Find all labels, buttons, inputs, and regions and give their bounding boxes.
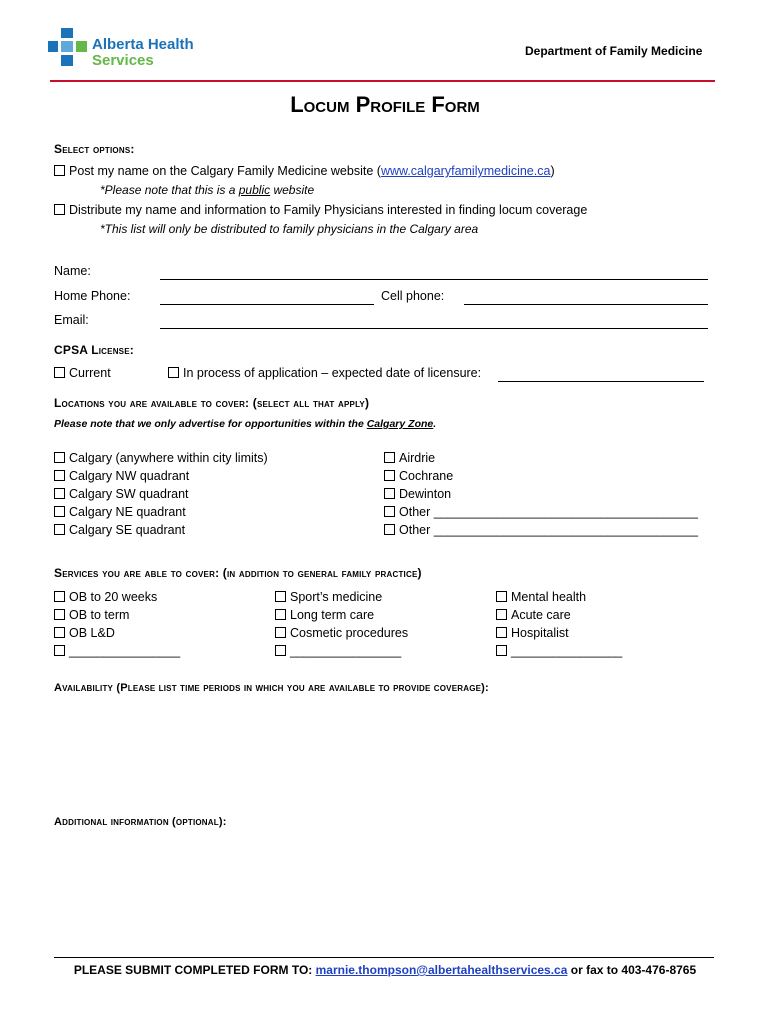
service-item [54,624,180,642]
website-link[interactable]: www.calgaryfamilymedicine.ca [380,164,551,178]
service-checkbox[interactable] [496,609,507,620]
service-other-field[interactable]: ________________ [511,644,623,658]
location-label: Calgary SW quadrant [69,487,189,501]
ahs-logo [48,28,194,70]
location-checkbox[interactable] [384,470,395,481]
location-label: Dewinton [399,487,452,501]
locations-note-suffix: . [433,418,437,430]
service-checkbox[interactable] [54,591,65,602]
location-label: Calgary NE quadrant [69,505,186,519]
additional-field[interactable] [54,835,714,950]
department-label: Department of Family Medicine [525,44,703,58]
service-label: OB to 20 weeks [69,590,158,604]
location-item [54,521,268,539]
location-item [54,449,268,467]
location-label: Airdrie [399,451,436,465]
cpsa-in-process-checkbox[interactable] [168,367,179,378]
page-title: Locum Profile Form [290,92,480,117]
name-label: Name: [54,264,91,278]
location-checkbox[interactable] [384,488,395,499]
services-heading: Services you are able to cover: (in addition to general family practice) [54,566,422,580]
service-other-field[interactable]: ________________ [290,644,402,658]
home-phone-field[interactable] [160,304,374,305]
location-item [384,485,698,503]
location-item [384,467,698,485]
footer-prefix: PLEASE SUBMIT COMPLETED FORM TO: [73,963,316,977]
location-label: Calgary NW quadrant [69,469,190,483]
service-label: Acute care [511,608,571,622]
footer-rule [54,957,714,958]
licensure-date-field[interactable] [498,381,704,382]
service-checkbox[interactable] [275,609,286,620]
option1-prefix: Post my name on the Calgary Family Medicine website ( [69,164,381,178]
service-item [496,588,622,606]
location-item [54,467,268,485]
location-checkbox[interactable] [54,506,65,517]
service-label: Mental health [511,590,587,604]
note1-public: public [238,183,271,197]
service-item [275,642,408,660]
header-rule [50,80,715,82]
services-col1 [54,588,180,660]
option-distribute [54,203,587,217]
location-item [54,503,268,521]
service-checkbox[interactable] [54,645,65,656]
service-checkbox[interactable] [275,627,286,638]
cpsa-current [54,366,111,380]
service-checkbox[interactable] [496,591,507,602]
location-item [384,521,698,539]
locations-left-list [54,449,268,539]
footer-text [0,963,770,977]
services-col2 [275,588,408,660]
service-item [54,642,180,660]
services-col3 [496,588,622,660]
name-field[interactable] [160,279,708,280]
cell-phone-field[interactable] [464,304,708,305]
service-item [54,588,180,606]
footer-suffix: or fax to 403-476-8765 [567,963,697,977]
service-checkbox[interactable] [496,627,507,638]
option-post-name [54,164,555,178]
service-item [496,624,622,642]
cpsa-current-checkbox[interactable] [54,367,65,378]
cell-phone-label: Cell phone: [381,289,445,303]
service-checkbox[interactable] [54,627,65,638]
cpsa-heading: CPSA License: [54,343,134,357]
service-item [275,624,408,642]
locations-note [54,418,436,430]
service-item [275,588,408,606]
availability-field[interactable] [54,700,714,805]
location-checkbox[interactable] [54,488,65,499]
option1-suffix: ) [550,164,555,178]
location-other-field[interactable]: Other ______________________________________ [399,505,698,519]
location-checkbox[interactable] [384,524,395,535]
email-field[interactable] [160,328,708,329]
note-public [100,183,314,197]
location-label: Calgary (anywhere within city limits) [69,451,268,465]
locations-heading: Locations you are available to cover: (select all that apply) [54,396,370,410]
note-list: *This list will only be distributed to family physicians in the Calgary area [100,222,479,236]
service-other-field[interactable]: ________________ [69,644,181,658]
location-checkbox[interactable] [54,470,65,481]
service-label: Sport’s medicine [290,590,383,604]
location-checkbox[interactable] [384,506,395,517]
note1-prefix: *Please note that this is a [100,183,239,197]
service-item [54,606,180,624]
logo-text-2: Services [92,52,154,69]
location-checkbox[interactable] [54,524,65,535]
locations-note-prefix: Please note that we only advertise for opportunities within the [54,418,367,430]
location-label: Calgary SE quadrant [69,523,186,537]
location-other-field[interactable]: Other ______________________________________ [399,523,698,537]
home-phone-label: Home Phone: [54,289,131,303]
service-label: Long term care [290,608,375,622]
service-label: Cosmetic procedures [290,626,409,640]
ahs-logo-icon [48,28,88,68]
note1-suffix: website [270,183,315,197]
additional-heading: Additional information (optional): [54,816,227,828]
option2-label: Distribute my name and information to Family Physicians interested in finding locum coverage [69,203,588,217]
service-checkbox[interactable] [54,609,65,620]
service-label: Hospitalist [511,626,569,640]
location-item [384,449,698,467]
service-item [496,606,622,624]
submit-email-link[interactable]: marnie.thompson@albertahealthservices.ca [315,963,568,977]
post-name-checkbox[interactable] [54,165,65,176]
location-item [54,485,268,503]
availability-heading: Availability (Please list time periods in which you are available to provide coverage): [54,682,489,694]
email-label: Email: [54,313,89,327]
distribute-checkbox[interactable] [54,204,65,215]
service-item [496,642,622,660]
cpsa-in-process [168,366,481,380]
locations-right-list [384,449,698,539]
location-checkbox[interactable] [54,452,65,463]
service-checkbox[interactable] [496,645,507,656]
service-item [275,606,408,624]
service-checkbox[interactable] [275,645,286,656]
cpsa-current-label: Current [69,366,111,380]
service-label: OB to term [69,608,130,622]
service-checkbox[interactable] [275,591,286,602]
location-label: Cochrane [399,469,454,483]
cpsa-in-process-label: In process of application – expected date of licensure: [183,366,482,380]
location-checkbox[interactable] [384,452,395,463]
calgary-zone: Calgary Zone [366,418,434,430]
service-label: OB L&D [69,626,115,640]
logo-text-1: Alberta Health [92,36,194,53]
location-item [384,503,698,521]
select-options-heading: Select options: [54,142,135,156]
